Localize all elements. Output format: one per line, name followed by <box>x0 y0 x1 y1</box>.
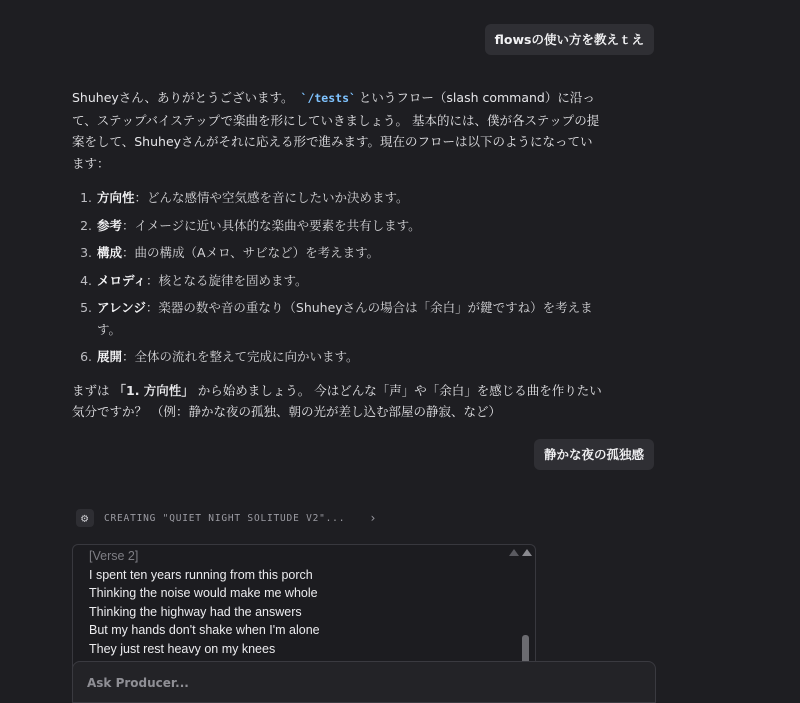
composer[interactable] <box>72 661 656 703</box>
assistant-outro: まずは 「1. 方向性」 から始めましょう。 今はどんな「声」や「余白」を感じる曲を作りたい気分ですか？ （例：静かな夜の孤独、朝の光が差し込む部屋の静寂、など） <box>72 382 602 419</box>
lyric-line: But my hands don't shake when I'm alone <box>89 623 320 637</box>
lyric-line: They just rest heavy on my knees <box>89 641 276 656</box>
user-message-1: flowsの使い方を教えｔえ <box>485 24 654 55</box>
lyric-line: Thinking the highway had the answers <box>89 604 302 619</box>
assistant-intro: Shuheyさん、ありがとうございます。 `/tests` というフロー（slash command）に沿って、ステップバイステップで楽曲を形にしていきましょう。 基本的には、僕が各ステップの提案をして、Shuheyさんがそれに応える形で進みます。現在のフローは以下のようになっています： <box>72 90 600 171</box>
scroll-up-icon[interactable] <box>522 549 532 556</box>
list-item: 4. メロディ：核となる旋律を固めます。 <box>96 270 602 292</box>
lyric-line: Thinking the noise would make me whole <box>89 586 318 600</box>
assistant-message <box>72 87 602 423</box>
chevron-right-icon[interactable]: › <box>369 511 378 525</box>
creating-status[interactable] <box>76 508 377 528</box>
scroll-up-icon[interactable] <box>509 549 519 556</box>
creating-label: CREATING "QUIET NIGHT SOLITUDE V2"... <box>104 512 346 524</box>
lyric-line: I spent ten years running from this porch <box>89 567 313 582</box>
lyrics-panel[interactable] <box>72 544 536 676</box>
composer-input[interactable]: Ask Producer... <box>87 676 189 690</box>
list-item: 1. 方向性：どんな感情や空気感を音にしたいか決めます。 <box>96 187 602 209</box>
slash-command-code: `/tests` <box>300 91 356 105</box>
list-item: 3. 構成：曲の構成（Aメロ、サビなど）を考えます。 <box>96 242 602 264</box>
gear-icon: ⚙ <box>76 509 94 527</box>
list-item: 5. アレンジ：楽器の数や音の重なり（Shuheyさんの場合は「余白」が鍵ですね）を考えます。 <box>96 297 602 340</box>
lyric-line: [Verse 2] <box>89 549 139 563</box>
list-item: 2. 参考：イメージに近い具体的な楽曲や要素を共有します。 <box>96 215 602 237</box>
lyrics-lines <box>89 547 320 658</box>
user-message-2: 静かな夜の孤独感 <box>534 439 654 470</box>
flow-steps-list <box>72 187 602 368</box>
list-item: 6. 展開：全体の流れを整えて完成に向かいます。 <box>96 346 602 368</box>
